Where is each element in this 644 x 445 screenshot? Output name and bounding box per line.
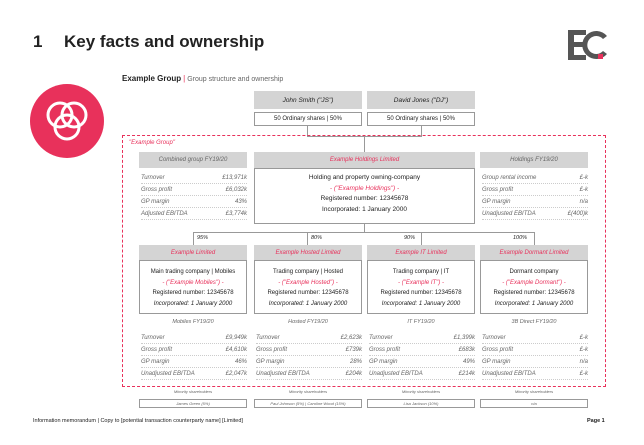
subsidiary-line: Incorporated: 1 January 2000 [381, 300, 461, 307]
subsidiary-line: Incorporated: 1 January 2000 [494, 300, 574, 307]
kv-row [482, 172, 588, 184]
subsidiary-line: Dormant company [509, 269, 559, 275]
subsidiary-line: Main trading company | Mobiles [150, 269, 236, 275]
owner-dj-name: David Jones ("DJ") [367, 91, 475, 109]
ownership-pct: 95% [197, 235, 209, 241]
kv-row [256, 344, 362, 356]
kv-row [482, 184, 588, 196]
kv-row [482, 344, 588, 356]
subsidiary-header: Example IT Limited [367, 245, 475, 260]
kv-key: Gross profit [256, 346, 288, 353]
subsidiary-header: Example Dormant Limited [480, 245, 588, 260]
kv-value: £(400)k [567, 210, 588, 217]
connector-line [193, 232, 194, 245]
kv-value: £3,774k [225, 210, 247, 217]
kv-value: n/a [579, 198, 588, 205]
kv-value: 46% [234, 358, 247, 365]
subsidiary-fin-title: Hosted FY19/20 [288, 319, 328, 325]
group-subtitle [122, 74, 283, 83]
kv-key: Gross profit [482, 186, 514, 193]
subsidiary-line: Registered number: 12345678 [380, 290, 462, 296]
kv-key: GP margin [482, 198, 511, 205]
subsidiary-line: - ("Example IT") - [398, 279, 444, 286]
kv-value: £-k [579, 370, 588, 377]
kv-key: GP margin [369, 358, 398, 365]
subsidiary-details [139, 260, 247, 314]
kv-row [256, 356, 362, 368]
holdings-details [254, 168, 475, 224]
kv-key: Gross profit [141, 346, 173, 353]
subsidiary-line: - ("Example Hosted") - [278, 279, 338, 286]
minority-label: Minority shareholders [173, 389, 213, 394]
kv-value: 28% [349, 358, 362, 365]
kv-value: 43% [234, 198, 247, 205]
kv-value: £204k [345, 370, 362, 377]
kv-row [482, 356, 588, 368]
combined-group-financials [141, 172, 247, 220]
subsidiary-line: Incorporated: 1 January 2000 [153, 300, 233, 307]
kv-key: Gross profit [369, 346, 401, 353]
subsidiary-line: Trading company | IT [392, 269, 450, 275]
kv-value: £-k [579, 186, 588, 193]
subsidiary-line: Incorporated: 1 January 2000 [268, 300, 348, 307]
section-number: 1 [33, 32, 43, 51]
connector-line [364, 224, 365, 232]
kv-row [256, 368, 362, 380]
kv-row [141, 344, 247, 356]
kv-value: £1,399k [453, 334, 475, 341]
kv-key: Unadjusted EBITDA [369, 370, 423, 377]
kv-key: GP margin [482, 358, 511, 365]
kv-value: £-k [579, 346, 588, 353]
subsidiary-financials [482, 332, 588, 380]
subsidiary-fin-title: 3B Direct FY19/20 [511, 319, 557, 325]
kv-value: £214k [458, 370, 475, 377]
kv-row [141, 196, 247, 208]
owner-dj-shares: 50 Ordinary shares | 50% [367, 112, 475, 126]
ownership-pct: 90% [404, 235, 416, 241]
holdings-line: Holding and property owning-company [308, 174, 421, 181]
holdings-financials [482, 172, 588, 220]
subsidiary-line: Trading company | Hosted [272, 269, 344, 275]
subsidiary-header: Example Hosted Limited [254, 245, 362, 260]
owner-js-shares: 50 Ordinary shares | 50% [254, 112, 362, 126]
subsidiary-financials [141, 332, 247, 380]
kv-key: Adjusted EBITDA [141, 210, 188, 217]
company-logo [566, 28, 610, 62]
minority-box: Paul Johnson (5%) | Caroline Wood (15%) [254, 399, 362, 408]
subsidiary-header: Example Limited [139, 245, 247, 260]
minority-label: Minority shareholders [401, 389, 441, 394]
page-title: Key facts and ownership [64, 32, 265, 51]
kv-key: Turnover [141, 334, 165, 341]
kv-value: £2,623k [340, 334, 362, 341]
kv-key: GP margin [256, 358, 285, 365]
subsidiary-fin-title: IT FY19/20 [407, 319, 435, 325]
kv-key: Turnover [141, 174, 165, 181]
kv-value: £9,949k [225, 334, 247, 341]
kv-key: Turnover [256, 334, 280, 341]
kv-key: Unadjusted EBITDA [141, 370, 195, 377]
subsidiary-details [254, 260, 362, 314]
kv-value: 49% [462, 358, 475, 365]
kv-value: £6,032k [225, 186, 247, 193]
ownership-circle-icon [30, 84, 104, 158]
subsidiary-details [480, 260, 588, 314]
kv-key: Unadjusted EBITDA [482, 210, 536, 217]
minority-box: James Green (5%) [139, 399, 247, 408]
minority-label: Minority shareholders [514, 389, 554, 394]
subsidiary-financials [369, 332, 475, 380]
kv-row [369, 332, 475, 344]
owner-js-name: John Smith ("JS") [254, 91, 362, 109]
kv-value: £2,047k [225, 370, 247, 377]
subsidiary-line: Registered number: 12345678 [152, 290, 234, 296]
subsidiary-line: Registered number: 12345678 [493, 290, 575, 296]
minority-box: Lisa Jackson (10%) [367, 399, 475, 408]
kv-row [482, 368, 588, 380]
minority-label: Minority shareholders [288, 389, 328, 394]
kv-key: Turnover [482, 334, 506, 341]
kv-key: Unadjusted EBITDA [256, 370, 310, 377]
kv-value: n/a [579, 358, 588, 365]
group-name: Example Group [122, 74, 182, 83]
kv-key: GP margin [141, 198, 170, 205]
kv-row [141, 332, 247, 344]
kv-row [482, 332, 588, 344]
venn-icon [30, 84, 104, 158]
kv-row [141, 208, 247, 220]
kv-key: Turnover [369, 334, 393, 341]
connector-line [193, 232, 535, 233]
connector-line [534, 232, 535, 245]
kv-value: £-k [579, 174, 588, 181]
kv-value: £13,971k [222, 174, 247, 181]
kv-row [369, 356, 475, 368]
subsidiary-line: - ("Example Dormant") - [502, 279, 566, 286]
footer-text: Information memorandum | Copy to [potential transaction counterparty name] [Limited] [33, 418, 243, 424]
holdings-header: Example Holdings Limited [254, 152, 475, 168]
combined-group-header: Combined group FY19/20 [139, 152, 247, 168]
holdings-line: Incorporated: 1 January 2000 [322, 205, 407, 213]
subsidiary-details [367, 260, 475, 314]
kv-row [141, 356, 247, 368]
group-frame-label: "Example Group" [129, 140, 175, 146]
minority-box: n/a [480, 399, 588, 408]
kv-row [482, 196, 588, 208]
kv-key: Gross profit [482, 346, 514, 353]
kv-row [141, 184, 247, 196]
kv-key: Group rental income [482, 174, 537, 181]
kv-row [369, 368, 475, 380]
kv-row [482, 208, 588, 220]
kv-value: £739k [345, 346, 362, 353]
kv-key: Unadjusted EBITDA [482, 370, 536, 377]
kv-key: Gross profit [141, 186, 173, 193]
kv-row [141, 368, 247, 380]
subsidiary-line: Registered number: 12345678 [267, 290, 349, 296]
subsidiary-line: - ("Example Mobiles") - [162, 279, 224, 286]
connector-line [421, 232, 422, 245]
holdings-line: - ("Example Holdings") - [329, 184, 400, 192]
ownership-pct: 100% [513, 235, 528, 241]
subsidiary-financials [256, 332, 362, 380]
holdings-fin-header: Holdings FY19/20 [480, 152, 588, 168]
subtitle-separator: | [183, 74, 186, 83]
kv-row [369, 344, 475, 356]
page-number: Page 1 [587, 418, 605, 424]
kv-value: £-k [579, 334, 588, 341]
kv-value: £4,610k [225, 346, 247, 353]
kv-value: £683k [458, 346, 475, 353]
ownership-pct: 80% [311, 235, 323, 241]
kv-key: GP margin [141, 358, 170, 365]
holdings-line: Registered number: 12345678 [320, 195, 409, 202]
kv-row [141, 172, 247, 184]
kv-row [256, 332, 362, 344]
subtitle-description: Group structure and ownership [187, 76, 284, 83]
connector-line [307, 232, 308, 245]
subsidiary-fin-title: Mobiles FY19/20 [172, 319, 214, 325]
